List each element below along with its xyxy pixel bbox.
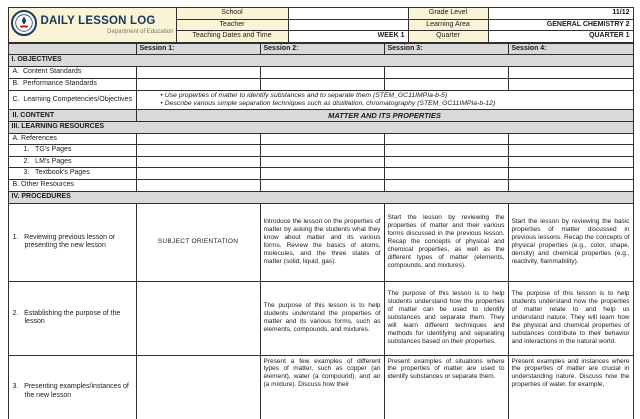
empty-cell [508,168,633,180]
empty-cell [260,156,384,168]
performance-standards-row [8,78,633,90]
performance-standards-label: B. Performance Standards [8,78,136,90]
tg-pages-label: 1. TG's Pages [8,145,136,157]
empty-cell [136,180,260,192]
teacher-value-cell [288,19,408,31]
dates-label: Teaching Dates and Time [176,31,288,43]
procedure-cell-s1: SUBJECT ORIENTATION [136,203,260,281]
resources-heading-row [8,122,633,134]
learning-area-label: Learning Area [408,19,488,31]
page-subtitle: Department of Education [107,28,174,35]
empty-cell [384,168,508,180]
empty-cell [136,168,260,180]
corner-cell [8,43,136,55]
competencies-label: C. Learning Competencies/Objectives [8,90,136,110]
empty-cell [508,156,633,168]
empty-cell [260,66,384,78]
procedure-row-examples [8,355,633,419]
procedure-label: 3. Presenting examples/instances of the new lesson [8,355,136,419]
empty-cell [136,78,260,90]
content-standards-row [8,66,633,78]
empty-cell [384,66,508,78]
session-4-header: Session 4: [508,43,633,55]
learning-area-value: GENERAL CHEMISTRY 2 [488,19,633,31]
textbook-pages-label: 3. Textbook's Pages [8,168,136,180]
empty-cell [384,180,508,192]
deped-seal-icon [11,10,37,39]
header-table [8,7,634,43]
references-row [8,133,633,145]
grade-level-value: 11/12 [488,8,633,20]
procedure-cell-s2: Introduce the lesson on the properties of matter by asking the students what they know about matter and its various forms. Review the basics of atoms, molecules, and the three states of matter (solid, liquid, gas). [260,203,384,281]
procedure-cell-s4: Start the lesson by reviewing the basic properties of matter discussed in previous lessons. Recap the concepts of physical properties (e.g., color, shape, density) and chemical properties (e.g., reactivity, flammability). [508,203,633,281]
document-page [8,7,633,419]
empty-cell [384,145,508,157]
empty-cell [136,66,260,78]
quarter-label: Quarter [408,31,488,43]
procedure-cell-s4: The purpose of this lesson is to help students understand how the properties of matter relate to and help us understand nature. They will learn how the physical and chemical properties of substances contribute to their behavior and interactions in the natural world. [508,281,633,355]
page-title: DAILY LESSON LOG [40,14,156,27]
procedure-cell-s3: The purpose of this lesson is to help students understand how the properties of matter can be used to identify substances and separate them. They will learn different techniques and methods for identifying and separating substances based on their properties. [384,281,508,355]
lm-pages-label: 2. LM's Pages [8,156,136,168]
empty-cell [384,78,508,90]
session-2-header: Session 2: [260,43,384,55]
procedure-row-reviewing [8,203,633,281]
other-resources-row [8,180,633,192]
teacher-label: Teacher [176,19,288,31]
procedure-label: 2. Establishing the purpose of the lesson [8,281,136,355]
references-label: A. References [8,133,136,145]
procedure-cell-s3: Present examples of situations where the properties of matter are used to identify substances or separate them. [384,355,508,419]
other-resources-label: B. Other Resources [8,180,136,192]
competency-bullet: • Use properties of matter to identify substances and to separate them (STEM_GC11IMPIa-b-5) [161,92,630,100]
lm-pages-row [8,156,633,168]
content-topic: MATTER AND ITS PROPERTIES [136,110,633,122]
empty-cell [260,168,384,180]
content-section-row [8,110,633,122]
session-3-header: Session 3: [384,43,508,55]
procedure-cell-s3: Start the lesson by reviewing the properties of matter and their various forms discussed in the previous lesson. Recap the concepts of physical and chemical properties, as well as the different types of matter (elements, compounds, and mixtures). [384,203,508,281]
empty-cell [384,133,508,145]
content-section-heading: II. CONTENT [8,110,136,122]
procedure-cell-s2: The purpose of this lesson is to help students understand the properties of matter and its various forms, such as elements, compounds, and mixtures. [260,281,384,355]
empty-cell [508,145,633,157]
empty-cell [508,180,633,192]
empty-cell [508,66,633,78]
content-standards-label: A. Content Standards [8,66,136,78]
procedure-cell-s1 [136,355,260,419]
empty-cell [260,180,384,192]
quarter-value: QUARTER 1 [488,31,633,43]
empty-cell [384,156,508,168]
tg-pages-row [8,145,633,157]
procedures-heading: IV. PROCEDURES [8,192,633,204]
grade-level-label: Grade Level [408,8,488,20]
competencies-bullets [136,90,633,110]
school-value-cell [288,8,408,20]
school-label: School [176,8,288,20]
brand-cell [8,8,176,43]
objectives-heading-row [8,55,633,67]
dates-value: WEEK 1 [288,31,408,43]
empty-cell [260,78,384,90]
empty-cell [508,133,633,145]
empty-cell [508,78,633,90]
procedure-cell-s1 [136,281,260,355]
competency-bullet: • Describe various simple separation techniques such as distillation, chromatography (STEM_GC11IMPIa-b-12) [161,100,630,108]
empty-cell [136,156,260,168]
empty-cell [136,145,260,157]
procedure-label: 1. Reviewing previous lesson or presenting the new lesson [8,203,136,281]
brand-text [41,14,174,36]
textbook-pages-row [8,168,633,180]
empty-cell [260,133,384,145]
empty-cell [136,133,260,145]
lesson-log-table [8,43,634,419]
session-1-header: Session 1: [136,43,260,55]
procedure-cell-s4: Present examples and instances where the properties of matter are crucial in understanding nature. Discuss how the properties of water, for example, [508,355,633,419]
session-header-row [8,43,633,55]
procedures-heading-row [8,192,633,204]
empty-cell [260,145,384,157]
competencies-row [8,90,633,110]
resources-heading: III. LEARNING RESOURCES [8,122,633,134]
procedure-row-purpose [8,281,633,355]
objectives-heading: I. OBJECTIVES [8,55,633,67]
procedure-cell-s2: Present a few examples of different types of matter, such as copper (an element), water (a compound), and air (a mixture). Discuss how their [260,355,384,419]
